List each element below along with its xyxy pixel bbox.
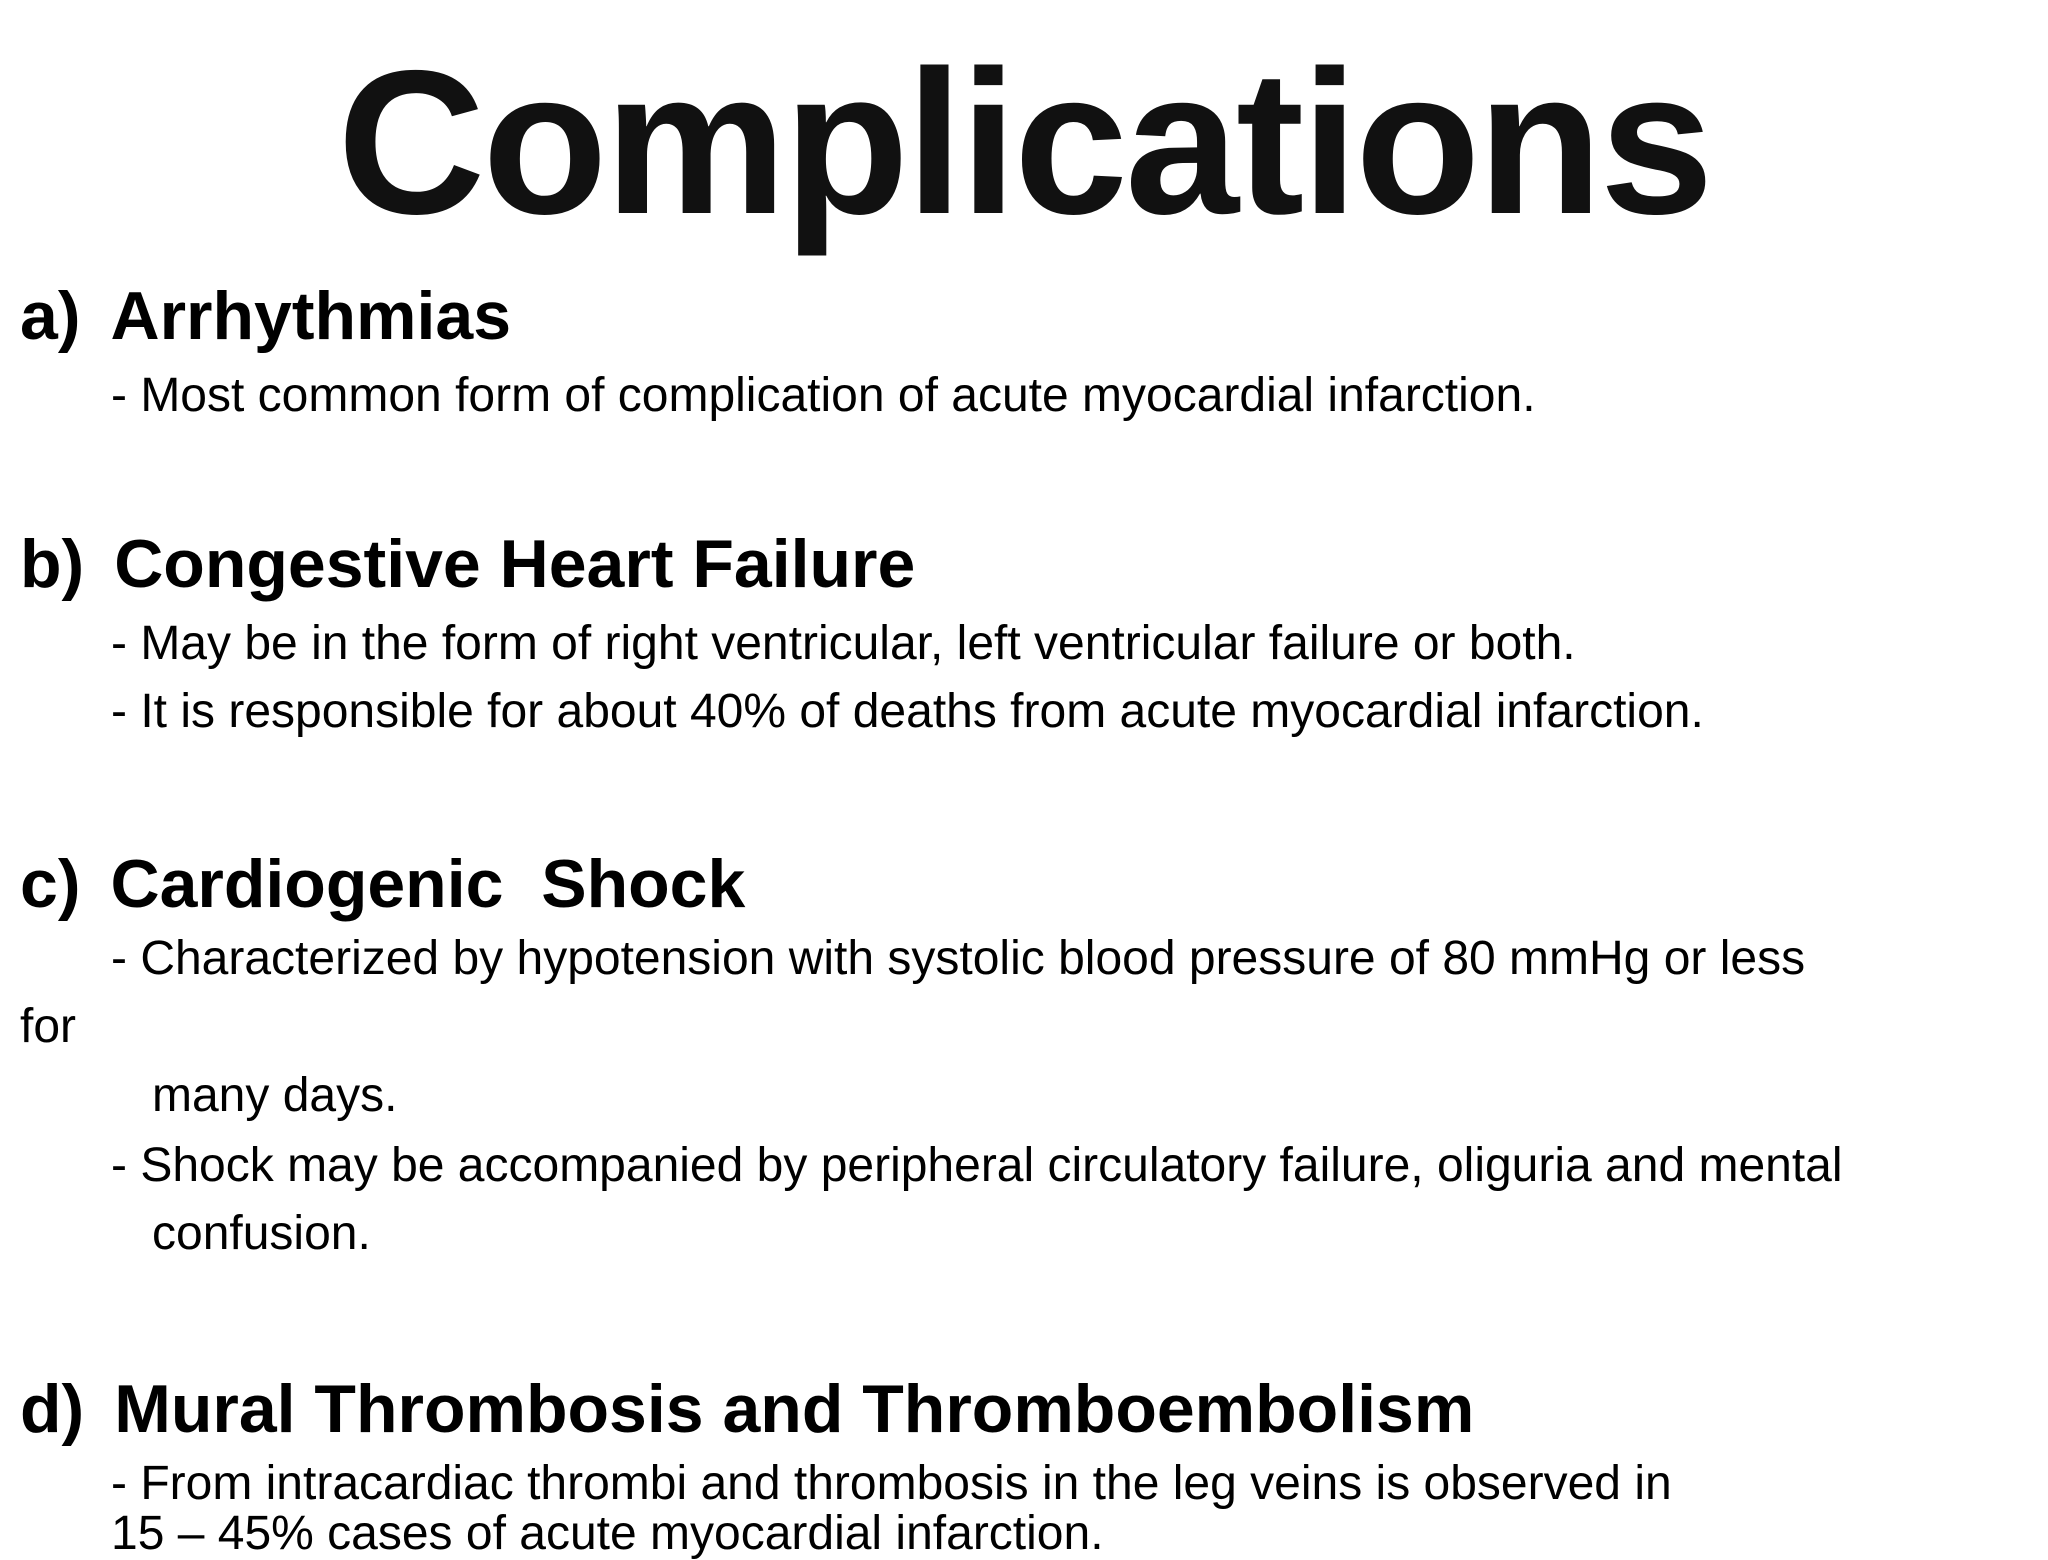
section-letter: c) bbox=[20, 846, 81, 922]
section-c-line-1: - Characterized by hypotension with systolic blood pressure of 80 mmHg or less bbox=[111, 932, 1806, 985]
section-c-line-3: many days. bbox=[152, 1069, 398, 1122]
section-title: Congestive Heart Failure bbox=[114, 526, 916, 602]
section-title: Arrhythmias bbox=[110, 278, 512, 354]
section-b-line-2: - It is responsible for about 40% of deaths from acute myocardial infarction. bbox=[111, 685, 1704, 738]
section-c-line-2: for bbox=[20, 1000, 77, 1053]
section-b-line-1: - May be in the form of right ventricular, left ventricular failure or both. bbox=[111, 617, 1576, 670]
page-title: Complications bbox=[337, 28, 1711, 257]
section-heading-cardiogenic-shock bbox=[20, 846, 746, 922]
section-title: Cardiogenic Shock bbox=[110, 846, 746, 922]
section-c-line-4: - Shock may be accompanied by peripheral circulatory failure, oliguria and mental bbox=[111, 1139, 1843, 1192]
section-letter: a) bbox=[20, 278, 81, 354]
section-heading-arrhythmias bbox=[20, 278, 512, 354]
section-heading-congestive-heart-failure bbox=[20, 526, 916, 602]
section-c-line-5: confusion. bbox=[152, 1207, 371, 1260]
section-d-line-2: 15 – 45% cases of acute myocardial infarction. bbox=[111, 1507, 1104, 1560]
section-a-line-1: - Most common form of complication of acute myocardial infarction. bbox=[111, 369, 1536, 422]
section-title: Mural Thrombosis and Thromboembolism bbox=[114, 1371, 1475, 1447]
section-heading-mural-thrombosis bbox=[20, 1371, 1475, 1447]
section-d-line-1: - From intracardiac thrombi and thrombosis in the leg veins is observed in bbox=[111, 1457, 1672, 1510]
section-letter: d) bbox=[20, 1371, 85, 1447]
section-letter: b) bbox=[20, 526, 85, 602]
